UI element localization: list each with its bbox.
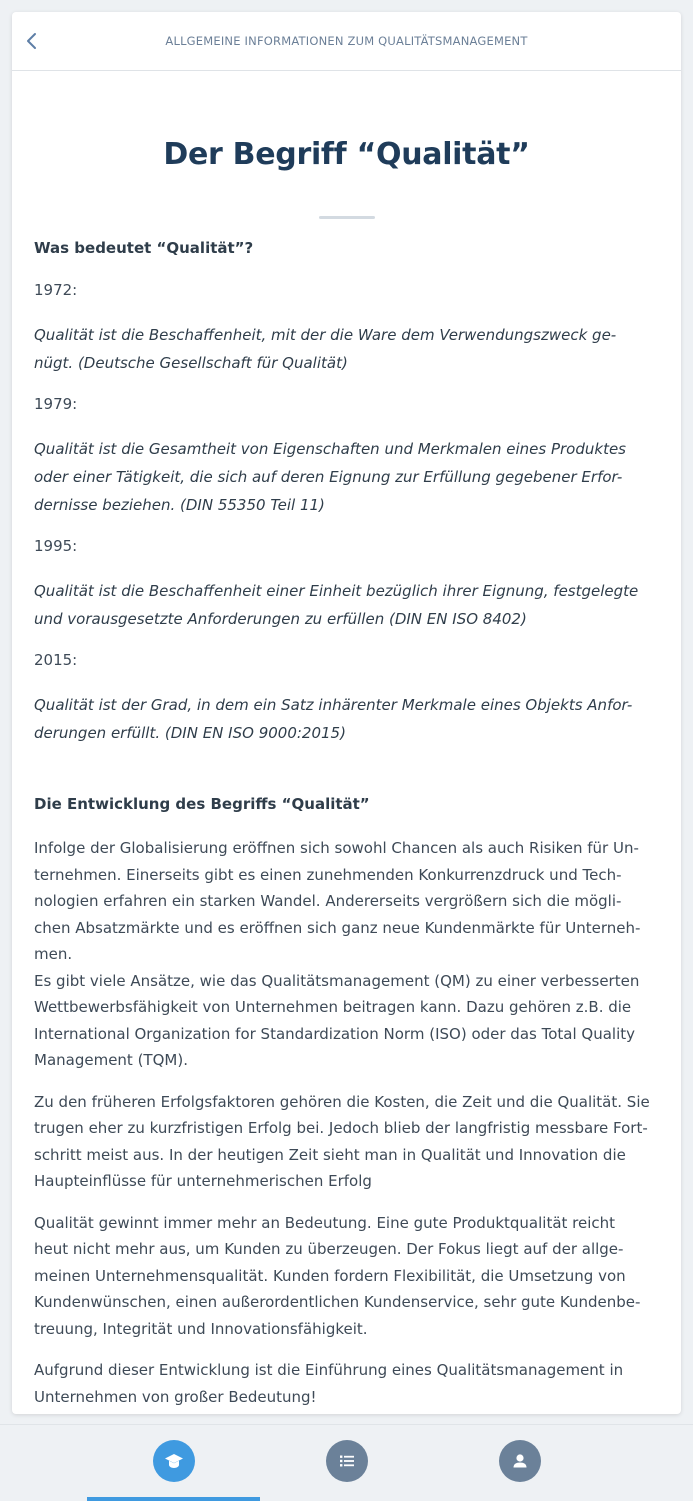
back-button[interactable]: [22, 30, 42, 52]
screen-title: ALLGEMEINE INFORMATIONEN ZUM QUALITÄTSMANAGEMENT: [165, 34, 528, 48]
paragraph-line: schritt meist aus. In der heutigen Zeit sieht man in Qualität und Innovation die: [34, 1145, 626, 1164]
section-title-meaning: Was bedeutet “Qualität”?: [34, 239, 254, 257]
paragraph-line: trugen eher zu kurzfristigen Erfolg bei. Jedoch blieb der langfristig messbare Fort-: [34, 1119, 648, 1137]
nav-list-button[interactable]: [326, 1440, 368, 1482]
chevron-left-icon: [22, 30, 42, 52]
paragraph-line: meinen Unternehmensqualität. Kunden fordern Flexibilität, die Umsetzung von: [34, 1266, 626, 1285]
bottom-navigation: [0, 1424, 693, 1501]
paragraph-line: ternehmen. Einerseits gibt es einen zunehmenden Konkurrenzdruck und Tech-: [34, 865, 622, 884]
definition-year: 1979:: [34, 395, 78, 413]
paragraph-line: Haupteinflüsse für unternehmerischen Erfolg: [34, 1172, 372, 1190]
paragraph-line: Kundenwünschen, einen außerordentlichen Kundenservice, sehr gute Kundenbe-: [34, 1293, 641, 1311]
quote-line: Qualität ist die Beschaffenheit einer Einheit bezüglich ihrer Eignung, festgelegte: [34, 582, 639, 600]
paragraph-line: Infolge der Globalisierung eröffnen sich sowohl Chancen als auch Risiken für Un-: [34, 839, 639, 857]
quote-line: dernisse beziehen. (DIN 55350 Teil 11): [34, 496, 325, 514]
definition-quote: [34, 435, 659, 519]
paragraph-line: nologien erfahren ein starken Wandel. Andererseits vergrößern sich die mögli-: [34, 892, 622, 910]
quote-line: Qualität ist der Grad, in dem ein Satz inhärenter Merkmale eines Objekts Anfor-: [34, 696, 633, 714]
definition-quote: [34, 321, 659, 377]
title-divider: [319, 216, 375, 219]
nav-learn-button[interactable]: [153, 1440, 195, 1482]
paragraph-line: International Organization for Standardization Norm (ISO) oder das Total Quality: [34, 1024, 635, 1043]
definition-year: 2015:: [34, 651, 78, 669]
quote-line: nügt. (Deutsche Gesellschaft für Qualität): [34, 354, 348, 372]
paragraph-line: Es gibt viele Ansätze, wie das Qualitätsmanagement (QM) zu einer verbesserten: [34, 971, 640, 990]
quote-line: oder einer Tätigkeit, die sich auf deren Eignung zur Erfüllung gegebener Erfor-: [34, 468, 623, 486]
paragraph-line: Management (TQM).: [34, 1051, 188, 1069]
quote-line: derungen erfüllt. (DIN EN ISO 9000:2015): [34, 724, 346, 742]
content-card: [12, 12, 681, 1414]
paragraph-line: Wettbewerbsfähigkeit von Unternehmen beitragen kann. Dazu gehören z.B. die: [34, 998, 632, 1016]
paragraph: [34, 1210, 659, 1343]
section-title-development: Die Entwicklung des Begriffs “Qualität”: [34, 795, 370, 813]
paragraph: [34, 1357, 659, 1410]
definition-quote: [34, 577, 659, 633]
paragraph-line: Qualität gewinnt immer mehr an Bedeutung. Eine gute Produktqualität reicht: [34, 1213, 616, 1232]
active-tab-indicator: [87, 1497, 260, 1501]
quote-line: und vorausgesetzte Anforderungen zu erfüllen (DIN EN ISO 8402): [34, 610, 527, 628]
paragraph-line: Unternehmen von großer Bedeutung!: [34, 1387, 317, 1406]
paragraph-line: heut nicht mehr aus, um Kunden zu überzeugen. Der Fokus liegt auf der allge-: [34, 1240, 624, 1258]
top-bar: [12, 12, 681, 71]
paragraph-line: treuung, Integrität und Innovationsfähigkeit.: [34, 1319, 368, 1338]
paragraph-line: chen Absatzmärkte und es eröffnen sich ganz neue Kundenmärkte für Unterneh-: [34, 918, 641, 937]
paragraph: [34, 835, 659, 1074]
paragraph-line: Zu den früheren Erfolgsfaktoren gehören die Kosten, die Zeit und die Qualität. Sie: [34, 1092, 650, 1111]
quote-line: Qualität ist die Beschaffenheit, mit der die Ware dem Verwendungszweck ge-: [34, 326, 617, 344]
list-icon: [337, 1451, 357, 1471]
user-icon: [510, 1451, 530, 1471]
article-body: [12, 137, 681, 1410]
paragraph: [34, 1089, 659, 1195]
definition-quote: [34, 691, 659, 747]
graduation-cap-icon: [163, 1450, 185, 1472]
definition-year: 1995:: [34, 537, 78, 555]
paragraph-line: men.: [34, 945, 73, 963]
quote-line: Qualität ist die Gesamtheit von Eigenschaften und Merkmalen eines Produktes: [34, 440, 626, 458]
paragraph-line: Aufgrund dieser Entwicklung ist die Einführung eines Qualitätsmanagement in: [34, 1361, 624, 1379]
definition-year: 1972:: [34, 281, 78, 299]
nav-profile-button[interactable]: [499, 1440, 541, 1482]
article-title: Der Begriff “Qualität”: [163, 137, 530, 172]
